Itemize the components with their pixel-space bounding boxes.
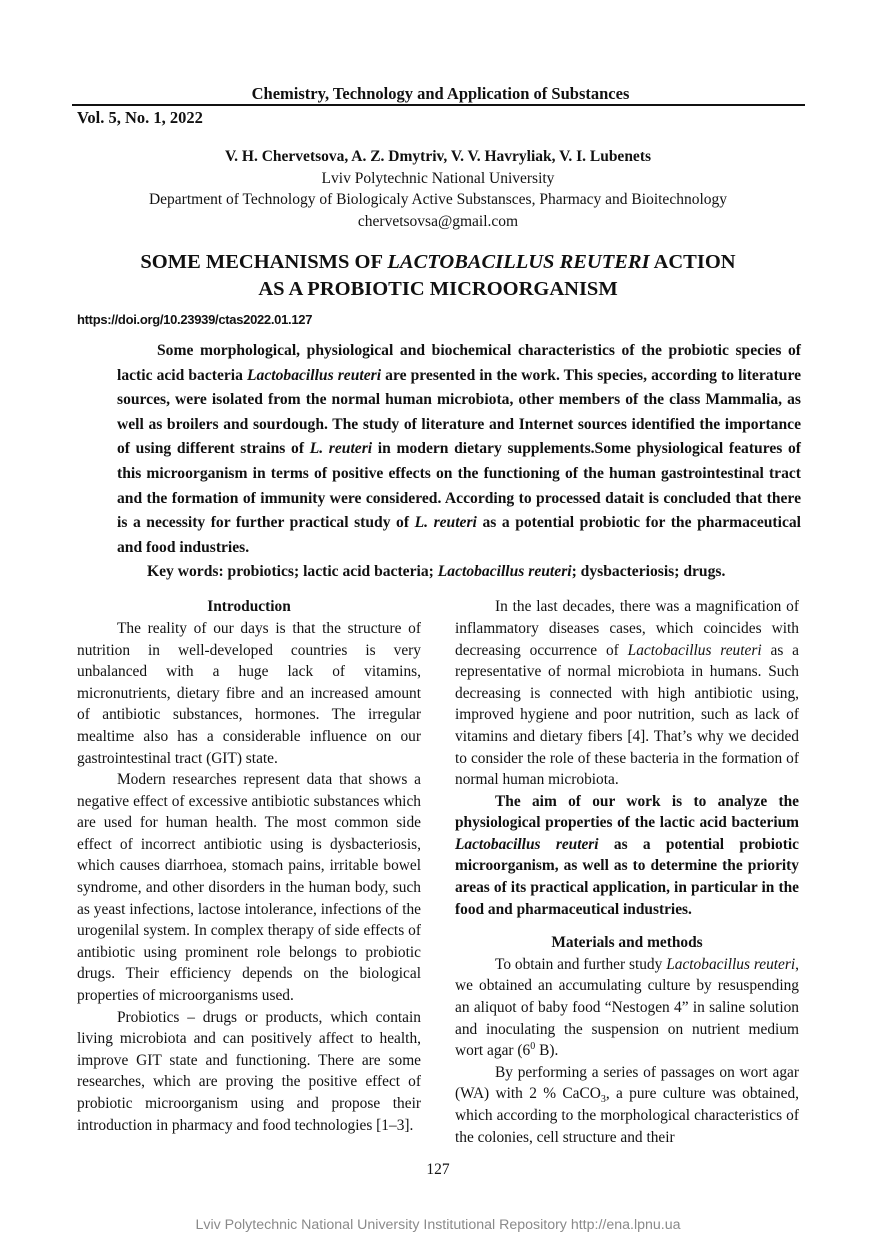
- author-names: V. H. Chervetsova, A. Z. Dmytriv, V. V. Havryliak, V. I. Lubenets: [224, 148, 652, 165]
- text-run: as a potential probiotic for the pharmaceutical and food industries.: [117, 514, 802, 556]
- italic-term: Lactobacillus reuteri: [666, 955, 796, 973]
- body-flow: [0, 339, 876, 1253]
- text-run: Some morphological, physiological and biochemical characteristics of the probiotic species of lactic acid bacteria: [117, 342, 801, 384]
- text-run: To obtain and further study: [495, 955, 667, 973]
- text-run: In the last decades, there was a magnification of inflammatory diseases cases, which coincides with decreasing occurrence of: [455, 598, 799, 659]
- author-email[interactable]: chervetsovsa@gmail.com: [357, 212, 519, 230]
- title-text: ACTION: [649, 251, 736, 273]
- paragraph: [77, 618, 421, 769]
- text-run: as a potential probiotic microorganism, as well as to determine the priority areas of its practical application, in particular in the food and pharmaceutical industries.: [455, 835, 799, 918]
- italic-term: Lactobacillus reuteri: [455, 835, 599, 853]
- text-run: , we obtained an accumulating culture by resuspending an aliquot of baby food “Nestogen 4” in saline solution and inoculating the suspension on nutrient medium wort agar (6: [455, 955, 800, 1060]
- paragraph: [77, 1007, 421, 1137]
- text-run: as a representative of normal microbiota in humans. Such decreasing is connected with high antibiotic using, improved hygiene and poor nutrition, such as lack of vitamins and dietary fibers [4]. That’s why we decided to consider the role of these bacteria in the formation of normal human microbiota.: [455, 641, 799, 789]
- doi-link[interactable]: https://doi.org/10.23939/ctas2022.01.127: [77, 312, 313, 327]
- text-run: Modern researches represent data that shows a negative effect of excessive antibiotic substances which are used for human health. The most common side effect of incorrect antibiotic using is dysbacteriosis, which causes diarrhoea, stomach pains, irritable bowel syndrome, and other disorders in the human body, such as yeast infections, lactose intolerance, infections of the urogenilal system. In complex therapy of side effects of antibiotic using prominent role belongs to probiotic drugs. Their efficiency depends on the biological properties of microorganisms used.: [77, 771, 421, 1005]
- text-run: B).: [535, 1042, 559, 1060]
- keywords: [147, 560, 876, 584]
- text-run: By performing a series of passages on wort agar (WA) with 2 % CaCO: [455, 1063, 799, 1103]
- paragraph: [455, 1062, 799, 1148]
- section-heading: [77, 596, 421, 618]
- text-run: Key words: probiotics; lactic acid bacteria;: [147, 563, 438, 581]
- paragraph: [455, 596, 799, 790]
- text-run: Introduction: [207, 598, 291, 616]
- text-run: Materials and methods: [551, 934, 703, 952]
- text-run: in modern dietary supplements.Some physiological features of this microorganism in terms of positive effects on the functioning of the human gastrointestinal tract and the formation of immunity were considered. According to processed datait is concluded that there is a necessity for further practical study of: [117, 440, 801, 532]
- left-column: [77, 596, 421, 1148]
- header-rule: [72, 104, 805, 106]
- text-run: The reality of our days is that the structure of nutrition in well-developed countries is very unbalanced with a huge lack of vitamins, micronutrients, dietary fibre and an increased amount of antibiotic substances, hormones. The irregular mealtime also has a considerable influence on our gastrointestinal tract (GIT) state.: [77, 619, 421, 767]
- text-run: The aim of our work is to analyze the physiological properties of the lactic acid bacterium: [455, 792, 799, 832]
- paragraph: [455, 954, 799, 1062]
- paper-title: [0, 249, 876, 303]
- title-species: LACTOBACILLUS REUTERI: [387, 251, 650, 273]
- title-line-2: AS A PROBIOTIC MICROORGANISM: [258, 278, 618, 300]
- paragraph: [77, 769, 421, 1007]
- section-heading: [455, 932, 799, 954]
- right-column: [455, 596, 799, 1148]
- italic-term: Lactobacillus reuteri: [437, 563, 572, 581]
- italic-term: Lactobacillus reuteri: [247, 366, 382, 384]
- two-column-body: [77, 596, 876, 1148]
- page-number: 127: [426, 1161, 450, 1179]
- repository-footer: Lviv Polytechnic National University Institutional Repository http://ena.lpnu.ua: [195, 1217, 681, 1234]
- text-run: 0: [530, 1041, 536, 1053]
- text-run: are presented in the work. This species, according to literature sources, were isolated from the normal human microbiota, other members of the class Mammalia, as well as broilers and sourdough. The study of literature and Internet sources identified the importance of using different strains of: [117, 366, 801, 458]
- department: Department of Technology of Biologicaly Active Substansces, Pharmacy and Bioitechnology: [148, 191, 728, 208]
- journal-title: Chemistry, Technology and Application of Substances: [251, 84, 630, 103]
- text-run: ; dysbacteriosis; drugs.: [571, 563, 726, 581]
- italic-term: L. reuteri: [309, 440, 373, 458]
- author-block: [0, 146, 876, 232]
- affiliation: Lviv Polytechnic National University: [321, 169, 555, 187]
- abstract: [117, 339, 801, 560]
- aim-paragraph: [455, 791, 799, 921]
- text-run: Probiotics – drugs or products, which contain living microbiota and can positively affect to health, improve GIT state and functioning. There are some researches, which are proving the positive effect of probiotic microorganism using and propose their introduction in pharmacy and food technologies [1–3].: [77, 1008, 421, 1134]
- volume-info: Vol. 5, No. 1, 2022: [77, 108, 203, 127]
- text-run: , a pure culture was obtained, which according to the morphological characteristics of the colonies, cell structure and their: [455, 1085, 799, 1146]
- italic-term: Lactobacillus reuteri: [627, 641, 762, 659]
- title-text: SOME MECHANISMS OF: [140, 251, 388, 273]
- text-run: 3: [600, 1094, 606, 1106]
- italic-term: L. reuteri: [414, 514, 477, 532]
- spacer: [455, 920, 799, 932]
